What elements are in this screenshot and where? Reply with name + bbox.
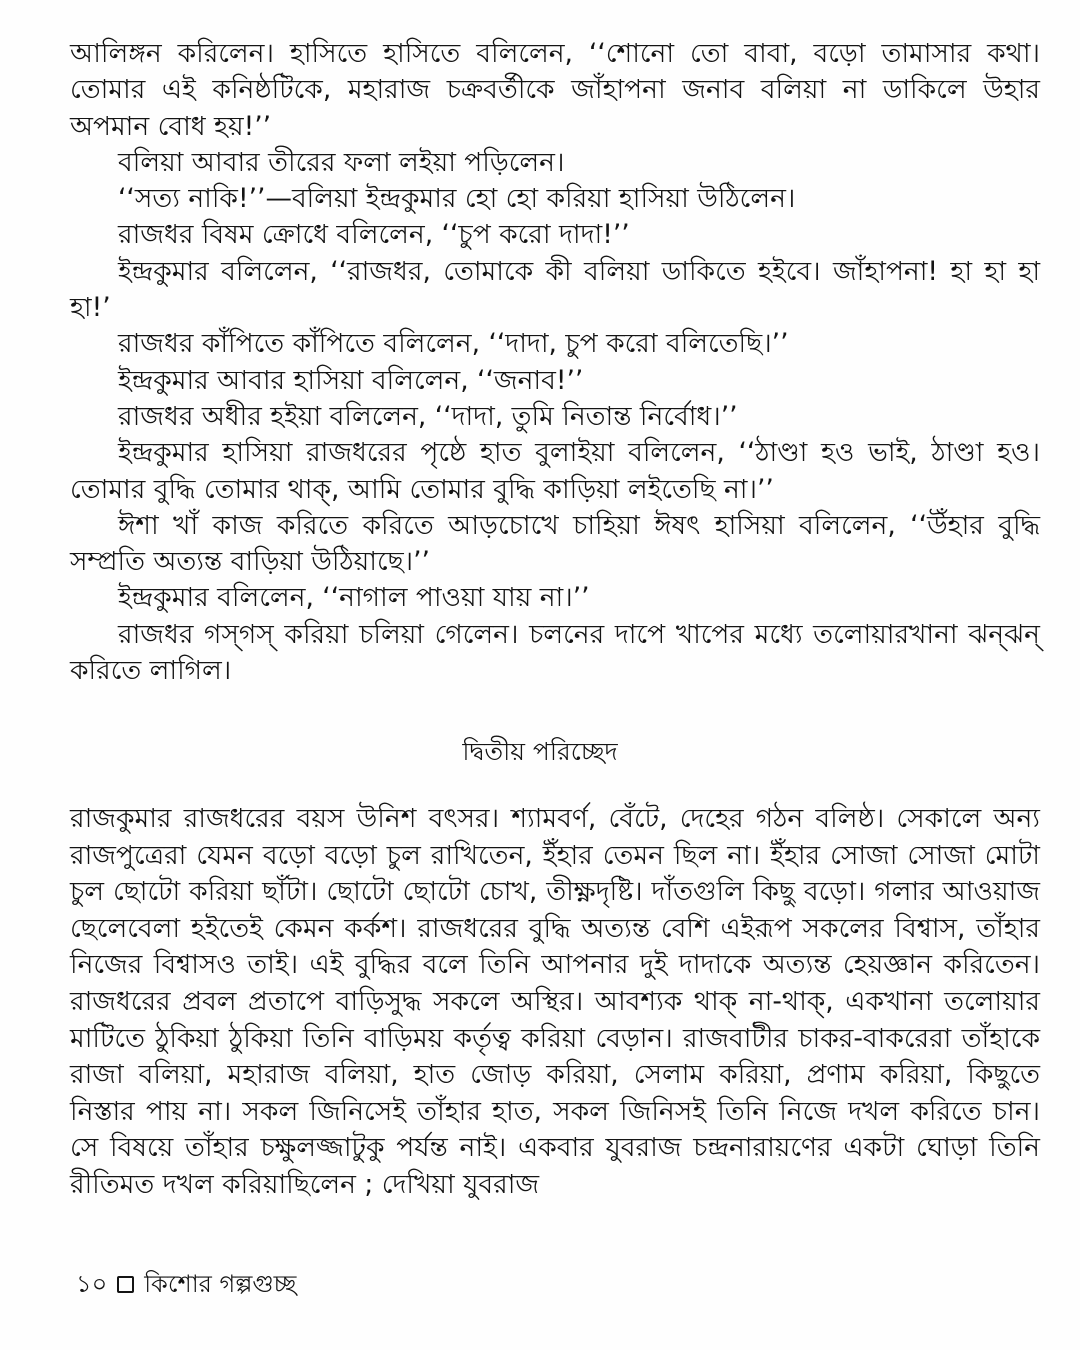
paragraph: ইন্দ্রকুমার বলিলেন, ‘‘নাগাল পাওয়া যায় না।’’	[118, 582, 590, 614]
page-footer	[76, 1268, 296, 1300]
paragraph: আলিঙ্গন করিলেন। হাসিতে হাসিতে বলিলেন, ‘‘শোনো তো বাবা, বড়ো তামাসার কথা। তোমার এই কনিষ্ঠটিকে, মহারাজ চক্রবর্তীকে জাঁহাপনা জনাব বলিয়া না ডাকিলে উহার অপমান বোধ হয়!’’	[70, 38, 1040, 142]
book-title: কিশোর গল্পগুচ্ছ	[144, 1270, 297, 1298]
paragraph: রাজধর অধীর হইয়া বলিলেন, ‘‘দাদা, তুমি নিতান্ত নির্বোধ।’’	[118, 400, 738, 432]
paragraph: ইন্দ্রকুমার হাসিয়া রাজধরের পৃষ্ঠে হাত বুলাইয়া বলিলেন, ‘‘ঠাণ্ডা হও ভাই, ঠাণ্ডা হও। তোমার বুদ্ধি তোমার থাক্, আমি তোমার বুদ্ধি কাড়িয়া লইতেছি না।’’	[70, 437, 1040, 505]
paragraph: রাজধর গস্‌গস্ করিয়া চলিয়া গেলেন। চলনের দাপে খাপের মধ্যে তলোয়ারখানা ঝন্‌ঝন্ করিতে লাগিল।	[70, 618, 1040, 687]
paragraph: ইন্দ্রকুমার আবার হাসিয়া বলিলেন, ‘‘জনাব!’’	[118, 364, 584, 396]
section-two-text	[70, 801, 1040, 1204]
paragraph: ‘‘সত্য নাকি!’’—বলিয়া ইন্দ্রকুমার হো হো করিয়া হাসিয়া উঠিলেন।	[118, 183, 796, 215]
chapter-heading: দ্বিতীয় পরিচ্ছেদ	[462, 737, 618, 766]
paragraph: ঈশা খাঁ কাজ করিতে করিতে আড়চোখে চাহিয়া ঈষৎ হাসিয়া বলিলেন, ‘‘উঁহার বুদ্ধি সম্প্রতি অত্যন্ত বাড়িয়া উঠিয়াছে।’’	[70, 509, 1040, 578]
paragraph: রাজধর কাঁপিতে কাঁপিতে বলিলেন, ‘‘দাদা, চুপ করো বলিতেছি।’’	[118, 328, 789, 360]
page-number: ১০	[76, 1270, 108, 1298]
paragraph: বলিয়া আবার তীরের ফলা লইয়া পড়িলেন।	[118, 146, 565, 178]
paragraph: ইন্দ্রকুমার বলিলেন, ‘‘রাজধর, তোমাকে কী বলিয়া ডাকিতে হইবে। জাঁহাপনা! হা হা হা হা!’	[70, 255, 1040, 324]
paragraph: রাজধর বিষম ক্রোধে বলিলেন, ‘‘চুপ করো দাদা!’’	[118, 219, 630, 251]
square-box-icon	[117, 1276, 134, 1293]
paragraph: রাজকুমার রাজধরের বয়স উনিশ বৎসর। শ্যামবর্ণ, বেঁটে, দেহের গঠন বলিষ্ঠ। সেকালে অন্য রাজপুত্রেরা যেমন বড়ো বড়ো চুল রাখিতেন, ইঁহার তেমন ছিল না। ইঁহার সোজা সোজা মোটা চুল ছোটো করিয়া ছাঁটা। ছোটো ছোটো চোখ, তীক্ষ্ণদৃষ্টি। দাঁতগুলি কিছু বড়ো। গলার আওয়াজ ছেলেবেলা হইতেই কেমন কর্কশ। রাজধরের বুদ্ধি অত্যন্ত বেশি এইরূপ সকলের বিশ্বাস, তাঁহার নিজের বিশ্বাসও তাই। এই বুদ্ধির বলে তিনি আপনার দুই দাদাকে অত্যন্ত হেয়জ্ঞান করিতেন। রাজধরের প্রবল প্রতাপে বাড়িসুদ্ধ সকলে অস্থির। আবশ্যক থাক্ না-থাক্, একখানা তলোয়ার মাটিতে ঠুকিয়া ঠুকিয়া তিনি বাড়িময় কর্তৃত্ব করিয়া বেড়ান। রাজবাটীর চাকর-বাকরেরা তাঁহাকে রাজা বলিয়া, মহারাজ বলিয়া, হাত জোড় করিয়া, সেলাম করিয়া, প্রণাম করিয়া, কিছুতে নিস্তার পায় না। সকল জিনিসেই তাঁহার হাত, সকল জিনিসই তিনি নিজে দখল করিতে চান। সে বিষয়ে তাঁহার চক্ষুলজ্জাটুকু পর্যন্ত নাই। একবার যুবরাজ চন্দ্রনারায়ণের একটা ঘোড়া তিনি রীতিমত দখল করিয়াছিলেন ; দেখিয়া যুবরাজ	[70, 803, 1040, 1200]
section-one-text	[70, 36, 1040, 689]
